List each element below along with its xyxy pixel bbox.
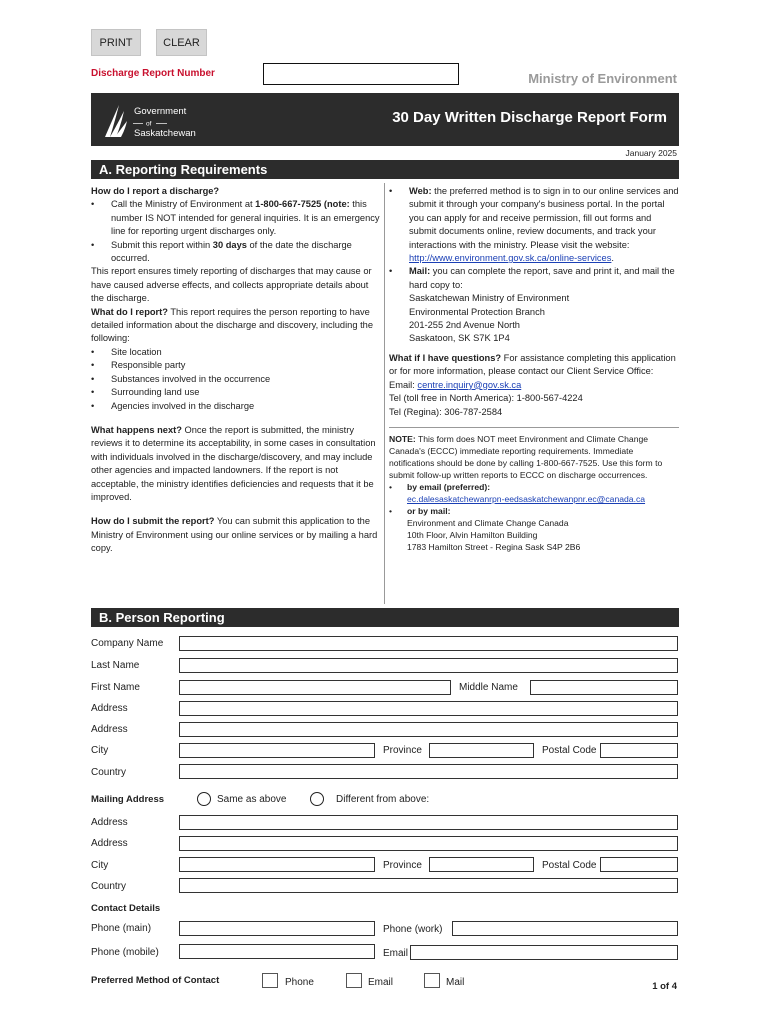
logo-line-2: of — [146, 120, 152, 128]
phone-work-label: Phone (work) — [383, 924, 443, 935]
preferred-contact-label: Preferred Method of Contact — [91, 975, 220, 986]
country-input[interactable] — [179, 764, 678, 779]
reporting-requirements-left-column — [91, 185, 381, 556]
eccc-methods-list — [389, 481, 679, 553]
mailing-address-line-label: Address — [91, 817, 128, 828]
contact-phone-option-label: Phone — [285, 977, 314, 988]
same-as-above-radio[interactable] — [197, 792, 211, 806]
list-item: • Site location — [91, 346, 381, 359]
mail-address-line: Environmental Protection Branch — [409, 306, 545, 317]
page-number: 1 of 4 — [652, 981, 677, 992]
mailing-city-label: City — [91, 860, 109, 871]
mailing-city-input[interactable] — [179, 857, 375, 872]
questions-paragraph: What if I have questions? For assistance completing this application or for more information, please contact our Client Service Office: — [389, 352, 676, 377]
form-header — [91, 93, 679, 146]
mailing-country-input[interactable] — [179, 878, 678, 893]
note-text: NOTE: This form does NOT meet Environment and Climate Change Canada's (ECCC) immediate reporting requirements. Immediate notifications should be done by calling 1-800-667-7525. Use this form to submit follow-up written reports to ECCC on discharge occurrences. — [389, 433, 663, 480]
first-name-label: First Name — [91, 682, 140, 693]
first-name-input[interactable] — [179, 680, 451, 695]
form-date: January 2025 — [625, 148, 677, 158]
contact-mail-checkbox[interactable] — [424, 973, 440, 988]
eccc-address-line: 1783 Hamilton Street - Regina Sask S4P 2B6 — [407, 541, 581, 552]
company-name-input[interactable] — [179, 636, 678, 651]
tel-regina: Tel (Regina): 306-787-2584 — [389, 406, 503, 417]
province-input[interactable] — [429, 743, 534, 758]
report-number-label: Discharge Report Number — [91, 68, 215, 79]
email-input[interactable] — [410, 945, 678, 960]
contact-email-checkbox[interactable] — [346, 973, 362, 988]
form-title: 30 Day Written Discharge Report Form — [392, 109, 667, 126]
city-input[interactable] — [179, 743, 375, 758]
mailing-address-line-2-input[interactable] — [179, 836, 678, 851]
address-label: Address — [91, 724, 128, 735]
submit-methods-list — [389, 185, 679, 346]
phone-main-input[interactable] — [179, 921, 375, 936]
province-label: Province — [383, 745, 422, 756]
reporting-requirements-right-column — [389, 185, 679, 553]
mailing-address-line-1-input[interactable] — [179, 815, 678, 830]
last-name-label: Last Name — [91, 660, 140, 671]
column-divider — [384, 183, 385, 604]
list-item: • Agencies involved in the discharge — [91, 400, 381, 413]
how-report-question: How do I report a discharge? — [91, 186, 220, 196]
mailing-province-label: Province — [383, 860, 422, 871]
list-item: • Submit this report within 30 days of the date the discharge occurred. — [91, 239, 381, 266]
list-item: • Substances involved in the occurrence — [91, 373, 381, 386]
phone-mobile-input[interactable] — [179, 944, 375, 959]
report-purpose-text: This report ensures timely reporting of discharges that may cause or have caused adverse effects, and collects appropriate details about the discharge. — [91, 266, 372, 304]
mail-address-line: Saskatchewan Ministry of Environment — [409, 293, 570, 304]
mailing-province-input[interactable] — [429, 857, 534, 872]
phone-work-input[interactable] — [452, 921, 678, 936]
postal-code-input[interactable] — [600, 743, 678, 758]
address-line-1-input[interactable] — [179, 701, 678, 716]
list-item: • by email (preferred): ec.dalesaskatchewanrpn-eedsaskatchewanpnr.ec@canada.ca — [389, 481, 679, 505]
saskatchewan-logo — [101, 99, 201, 141]
report-number-input[interactable] — [263, 63, 459, 85]
eccc-address-line: Environment and Climate Change Canada — [407, 517, 569, 528]
centre-inquiry-email-link[interactable]: centre.inquiry@gov.sk.ca — [417, 379, 522, 390]
mailing-address-line-label: Address — [91, 838, 128, 849]
online-services-link[interactable]: http://www.environment.gov.sk.ca/online-services — [409, 253, 612, 264]
list-item: • Web: the preferred method is to sign in to our online services and submit it through your company's business portal. In the portal you can apply for and receive permission, fill out forms and submit documents online, review documents, and track your interactions with the ministry. Please visit the website: http://www.environment.gov.sk.ca/online-services. — [389, 185, 679, 265]
city-label: City — [91, 745, 109, 756]
contact-email-option-label: Email — [368, 977, 394, 988]
address-label: Address — [91, 703, 128, 714]
clear-button[interactable]: CLEAR — [156, 29, 207, 56]
mailing-country-label: Country — [91, 881, 127, 892]
company-name-label: Company Name — [91, 638, 164, 649]
eccc-address-line: 10th Floor, Alvin Hamilton Building — [407, 529, 538, 540]
mailing-postal-code-input[interactable] — [600, 857, 678, 872]
section-a-heading: A. Reporting Requirements — [91, 160, 679, 179]
ministry-label: Ministry of Environment — [528, 71, 677, 86]
last-name-input[interactable] — [179, 658, 678, 673]
middle-name-label: Middle Name — [459, 682, 518, 693]
phone-main-label: Phone (main) — [91, 923, 152, 934]
what-report-paragraph: What do I report? This report requires the person reporting to have detailed information about the discharge and discovery, including the following: — [91, 306, 374, 344]
different-address-label: Different from above: — [336, 794, 430, 805]
logo-line-3: Saskatchewan — [134, 128, 196, 139]
mail-address-line: 201-255 2nd Avenue North — [409, 320, 520, 331]
eccc-email-link[interactable]: ec.dalesaskatchewanrpn-eedsaskatchewanpnr.ec@canada.ca — [407, 493, 646, 504]
list-item: • Call the Ministry of Environment at 1-800-667-7525 (note: this number IS NOT intended for general inquiries. It is an emergency line for reporting urgent discharges only. — [91, 198, 381, 238]
mail-address-line: Saskatoon, SK S7K 1P4 — [409, 333, 510, 344]
mailing-postal-code-label: Postal Code — [542, 860, 597, 871]
contact-mail-option-label: Mail — [446, 977, 465, 988]
postal-code-label: Postal Code — [542, 745, 597, 756]
eccc-note — [389, 427, 679, 553]
email-label: Email — [383, 948, 409, 959]
list-item: • Responsible party — [91, 359, 381, 372]
logo-line-1: Government — [134, 106, 187, 117]
report-items-list — [91, 346, 381, 413]
address-line-2-input[interactable] — [179, 722, 678, 737]
list-item: • Surrounding land use — [91, 386, 381, 399]
what-next-paragraph: What happens next? Once the report is submitted, the ministry reviews it to determine its acceptability, in some cases in consultation with individuals involved in the discharge/discovery, and may include other agencies and impacted landowners. If the report is not acceptable, the ministry identifies deficiencies and requests that it be improved. — [91, 424, 376, 502]
middle-name-input[interactable] — [530, 680, 678, 695]
contact-email: Email: centre.inquiry@gov.sk.ca — [389, 379, 522, 390]
list-item: • Mail: you can complete the report, save and print it, and mail the hard copy to: Saskatchewan Ministry of Environment Environmental Protection Branch 201-255 2nd Avenue North Saskatoon, SK S7K 1P4 — [389, 265, 679, 345]
how-report-list — [91, 198, 381, 265]
different-address-radio[interactable] — [310, 792, 324, 806]
mailing-address-label: Mailing Address — [91, 794, 165, 805]
how-submit-paragraph: How do I submit the report? You can submit this application to the Ministry of Environment using our online services or by mailing a hard copy. — [91, 516, 378, 554]
print-button[interactable]: PRINT — [91, 29, 141, 56]
country-label: Country — [91, 767, 127, 778]
tel-toll-free: Tel (toll free in North America): 1-800-567-4224 — [389, 393, 583, 404]
same-as-above-label: Same as above — [217, 794, 287, 805]
contact-phone-checkbox[interactable] — [262, 973, 278, 988]
section-b-heading: B. Person Reporting — [91, 608, 679, 627]
phone-mobile-label: Phone (mobile) — [91, 947, 159, 958]
contact-details-label: Contact Details — [91, 903, 161, 914]
list-item: • or by mail: Environment and Climate Change Canada 10th Floor, Alvin Hamilton Building 1783 Hamilton Street - Regina Sask S4P 2B6 — [389, 505, 679, 553]
